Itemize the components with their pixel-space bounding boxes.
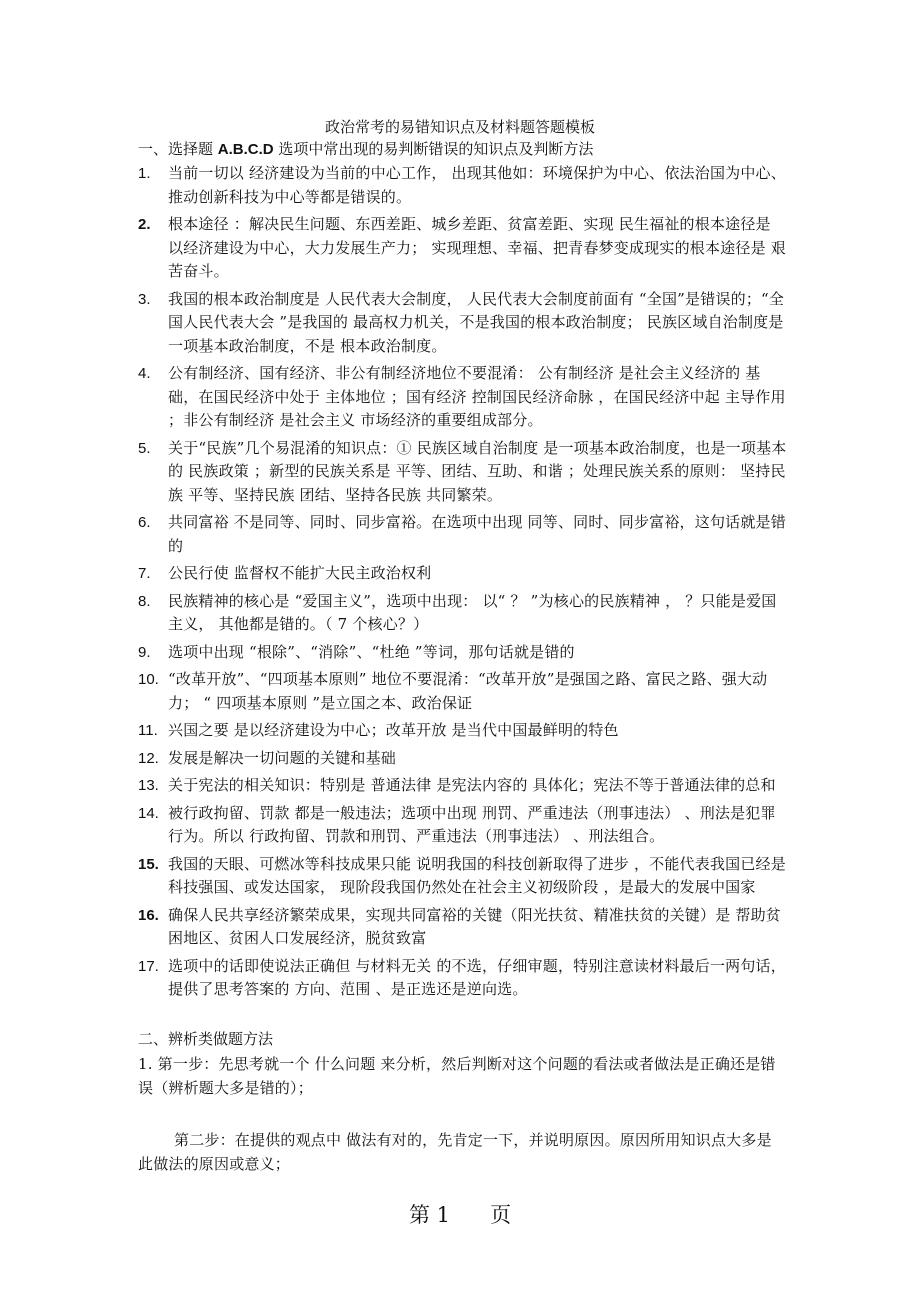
list-item-text: 被行政拘留、罚款 都是一般违法；选项中出现 刑罚、严重违法（刑事违法） 、刑法是犯罪行为。所以 行政拘留、罚款和刑罚、严重违法（刑事违法） 、刑法组合。 (168, 803, 776, 845)
list-item-number: 14. (138, 804, 159, 822)
list-item-number: 4. (138, 365, 151, 382)
footer-page-number: 1 (436, 1203, 450, 1227)
list-item (138, 590, 788, 637)
list-item-text: 公有制经济、国有经济、非公有制经济地位不要混淆： 公有制经济 是社会主义经济的 基础，在国民经济中处于 主体地位 ；国有经济 控制国民经济命脉 ，在国民经济中起 主导作用 ；非公有制经济 是社会主义 市场经济的重要组成部分。 (168, 364, 786, 429)
list-item-number: 7. (138, 565, 151, 582)
list-item-number: 13. (138, 777, 159, 794)
list-item (138, 955, 788, 1002)
list-item-number: 16. (138, 906, 159, 924)
list-item (138, 641, 788, 665)
analysis-step-2: 第二步：在提供的观点中 做法有对的，先肯定一下，并说明原因。原因所用知识点大多是 此做法的原因或意义； (138, 1131, 772, 1173)
list-item-text: 关于宪法的相关知识：特别是 普通法律 是宪法内容的 具体化；宪法不等于普通法律的总和 (168, 776, 776, 794)
list-item-text: 当前一切以 经济建设为当前的中心工作， 出现其他如：环境保护为中心、依法治国为中心、推动创新科技为中心等都是错误的。 (168, 164, 786, 206)
section-heading-choice (138, 138, 593, 161)
document-title: 政治常考的易错知识点及材料题答题模板 (324, 118, 595, 136)
list-item (138, 362, 788, 433)
list-item-text: 我国的根本政治制度是 人民代表大会制度， 人民代表大会制度前面有 “全国”是错误的；“全国人民代表大会 ”是我国的 最高权力机关，不是我国的根本政治制度； 民族区域自治制度是 一项基本政治制度，不是 根本政治制度。 (168, 289, 785, 355)
list-item-number: 2. (138, 216, 151, 233)
list-item-text: 民族精神的核心是 “爱国主义”，选项中出现： 以“ ？ ”为核心的民族精神 ， ？只能是爱国主义， 其他都是错的。（ 7 个核心？） (168, 591, 777, 633)
list-item-number: 8. (138, 592, 151, 610)
list-item-number: 15. (138, 855, 159, 873)
list-item (138, 668, 788, 715)
list-item (138, 774, 788, 798)
list-item (138, 747, 788, 771)
list-item (138, 213, 788, 284)
analysis-step-1: 1. 第一步：先思考就一个 什么问题 来分析，然后判断对这个问题的看法或者做法是正确还是错误（辨析题大多是错的）； (138, 1055, 776, 1097)
list-item-text: 选项中出现 “根除”、“消除”、“杜绝 ”等词，那句话就是错的 (168, 642, 575, 661)
list-item (138, 511, 788, 558)
list-item (138, 802, 788, 849)
list-item-text: 兴国之要 是以经济建设为中心；改革开放 是当代中国最鲜明的特色 (168, 721, 619, 739)
list-item (138, 288, 788, 359)
list-item (138, 904, 788, 951)
list-item-text: 共同富裕 不是同等、同时、同步富裕。在选项中出现 同等、同时、同步富裕，这句话就是错的 (168, 513, 786, 555)
list-item-number: 10. (138, 671, 159, 688)
section-bold-options: A.B.C.D (217, 141, 274, 158)
list-item-text: 公民行使 监督权不能扩大民主政治权利 (168, 564, 432, 582)
list-item-number: 17. (138, 957, 159, 975)
list-item-number: 1. (138, 165, 151, 182)
section-suffix: 选项中常出现的易判断错误的知识点及判断方法 (273, 140, 594, 158)
list-item-number: 12. (138, 749, 159, 767)
list-item-text: 关于“民族”几个易混淆的知识点：① 民族区域自治制度 是一项基本政治制度，也是一项基本的 民族政策 ；新型的民族关系是 平等、团结、互助、和谐 ；处理民族关系的原则： 坚持民族 平等、坚持民族 团结、坚持各民族 共同繁荣。 (168, 438, 787, 504)
list-item (138, 719, 788, 743)
list-item (138, 562, 788, 586)
list-item-number: 11. (138, 722, 158, 739)
section-heading-analysis: 二、辨析类做题方法 (138, 1030, 274, 1048)
list-item-number: 3. (138, 290, 151, 308)
list-item-text: 我国的天眼、可燃冰等科技成果只能 说明我国的科技创新取得了进步 ，不能代表我国已经是科技强国、或发达国家， 现阶段我国仍然处在社会主义初级阶段 ，是最大的发展中国家 (168, 854, 786, 896)
list-item-text: 确保人民共享经济繁荣成果，实现共同富裕的关键（阳光扶贫、精准扶贫的关键）是 帮助贫困地区、贫困人口发展经济，脱贫致富 (168, 905, 781, 947)
knowledge-point-list (138, 162, 788, 1006)
list-item-text: “改革开放”、“四项基本原则” 地位不要混淆：“改革开放”是强国之路、富民之路、强大动力； “ 四项基本原则 ”是立国之本、政治保证 (168, 670, 768, 712)
list-item-text: 发展是解决一切问题的关键和基础 (168, 748, 397, 767)
list-item-number: 6. (138, 514, 151, 531)
list-item-number: 9. (138, 643, 151, 661)
page-footer (0, 1200, 920, 1230)
list-item-text: 根本途径 ：解决民生问题、东西差距、城乡差距、贫富差距、实现 民生福祉的根本途径是 以经济建设为中心，大力发展生产力； 实现理想、幸福、把青春梦变成现实的根本途径是 艰苦奋斗。 (168, 215, 786, 280)
list-item (138, 162, 788, 209)
section-prefix: 一、选择题 (138, 140, 218, 158)
footer-prefix: 第 (408, 1203, 430, 1227)
list-item-text: 选项中的话即使说法正确但 与材料无关 的不选，仔细审题，特别注意读材料最后一两句话， 提供了思考答案的 方向、范围 、是正选还是逆向选。 (168, 956, 786, 998)
footer-suffix: 页 (490, 1203, 512, 1227)
list-item (138, 853, 788, 900)
list-item (138, 437, 788, 508)
list-item-number: 5. (138, 439, 151, 457)
